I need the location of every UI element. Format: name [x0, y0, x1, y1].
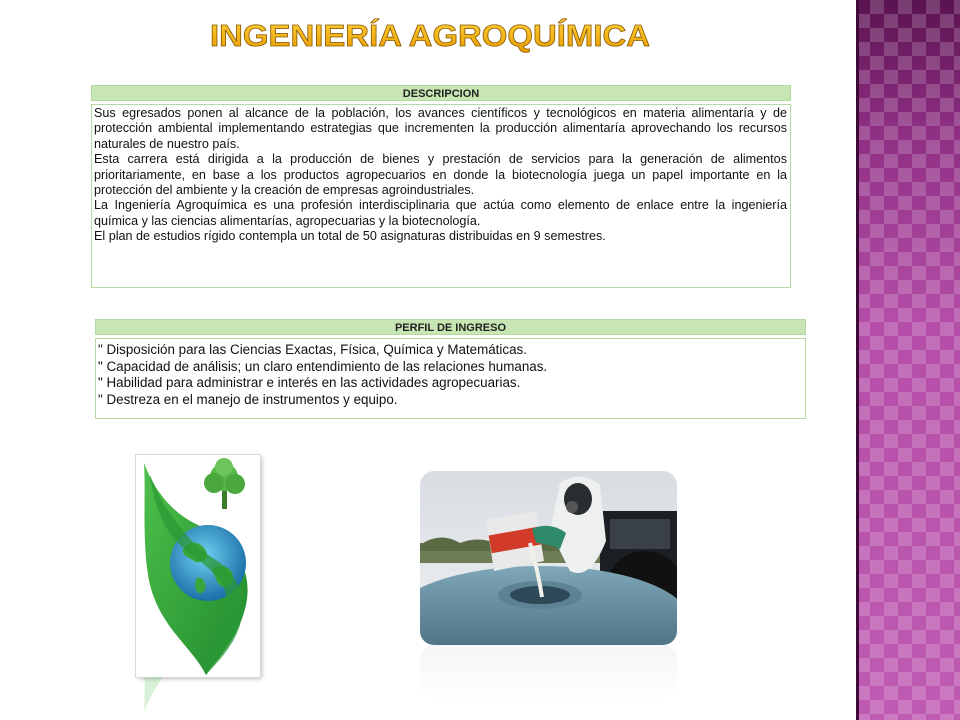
leaf-globe-reflection [136, 677, 260, 720]
descripcion-paragraph: Sus egresados ponen al alcance de la población, los avances científicos y tecnológicos en materia alimentaría y de protección ambiental implementando estrategias que incrementen la producción alimentaría aprovechando los recursos naturales de nuestro país. [94, 106, 787, 151]
page-title-text: INGENIERÍA AGROQUÍMICA [210, 18, 650, 53]
descripcion-header: DESCRIPCION [91, 85, 791, 101]
descripcion-body [91, 104, 791, 288]
worker-photo-reflection [420, 645, 677, 700]
page-title [205, 12, 655, 56]
worker-photo-icon [420, 471, 677, 645]
descripcion-paragraph: La Ingeniería Agroquímica es una profesión interdisciplinaria que actúa como elemento de enlace entre la ingeniería química y las ciencias alimentarías, agropecuarias y la biotecnología. [94, 198, 787, 228]
perfil-item: " Disposición para las Ciencias Exactas, Física, Química y Matemáticas. [98, 342, 527, 357]
descripcion-paragraph: Esta carrera está dirigida a la producción de bienes y prestación de servicios para la generación de alimentos prioritariamente, en base a los productos agropecuarios en donde la biotecnología juega un papel importante en la protección del ambiente y la creación de empresas agroindustriales. [94, 152, 787, 198]
perfil-item: " Destreza en el manejo de instrumentos y equipo. [98, 391, 398, 407]
leaf-globe-icon [136, 455, 260, 677]
perfil-item: " Habilidad para administrar e interés en las actividades agropecuarias. [98, 375, 521, 391]
perfil-item: " Capacidad de análisis; un claro entendimiento de las relaciones humanas. [98, 358, 548, 374]
perfil-header: PERFIL DE INGRESO [95, 319, 806, 335]
descripcion-paragraph: El plan de estudios rígido contempla un total de 50 asignaturas distribuidas en 9 semestres. [94, 229, 606, 244]
perfil-body [95, 338, 806, 419]
descripcion-panel [91, 85, 791, 288]
perfil-panel [95, 319, 806, 419]
decorative-side-band [856, 0, 960, 720]
